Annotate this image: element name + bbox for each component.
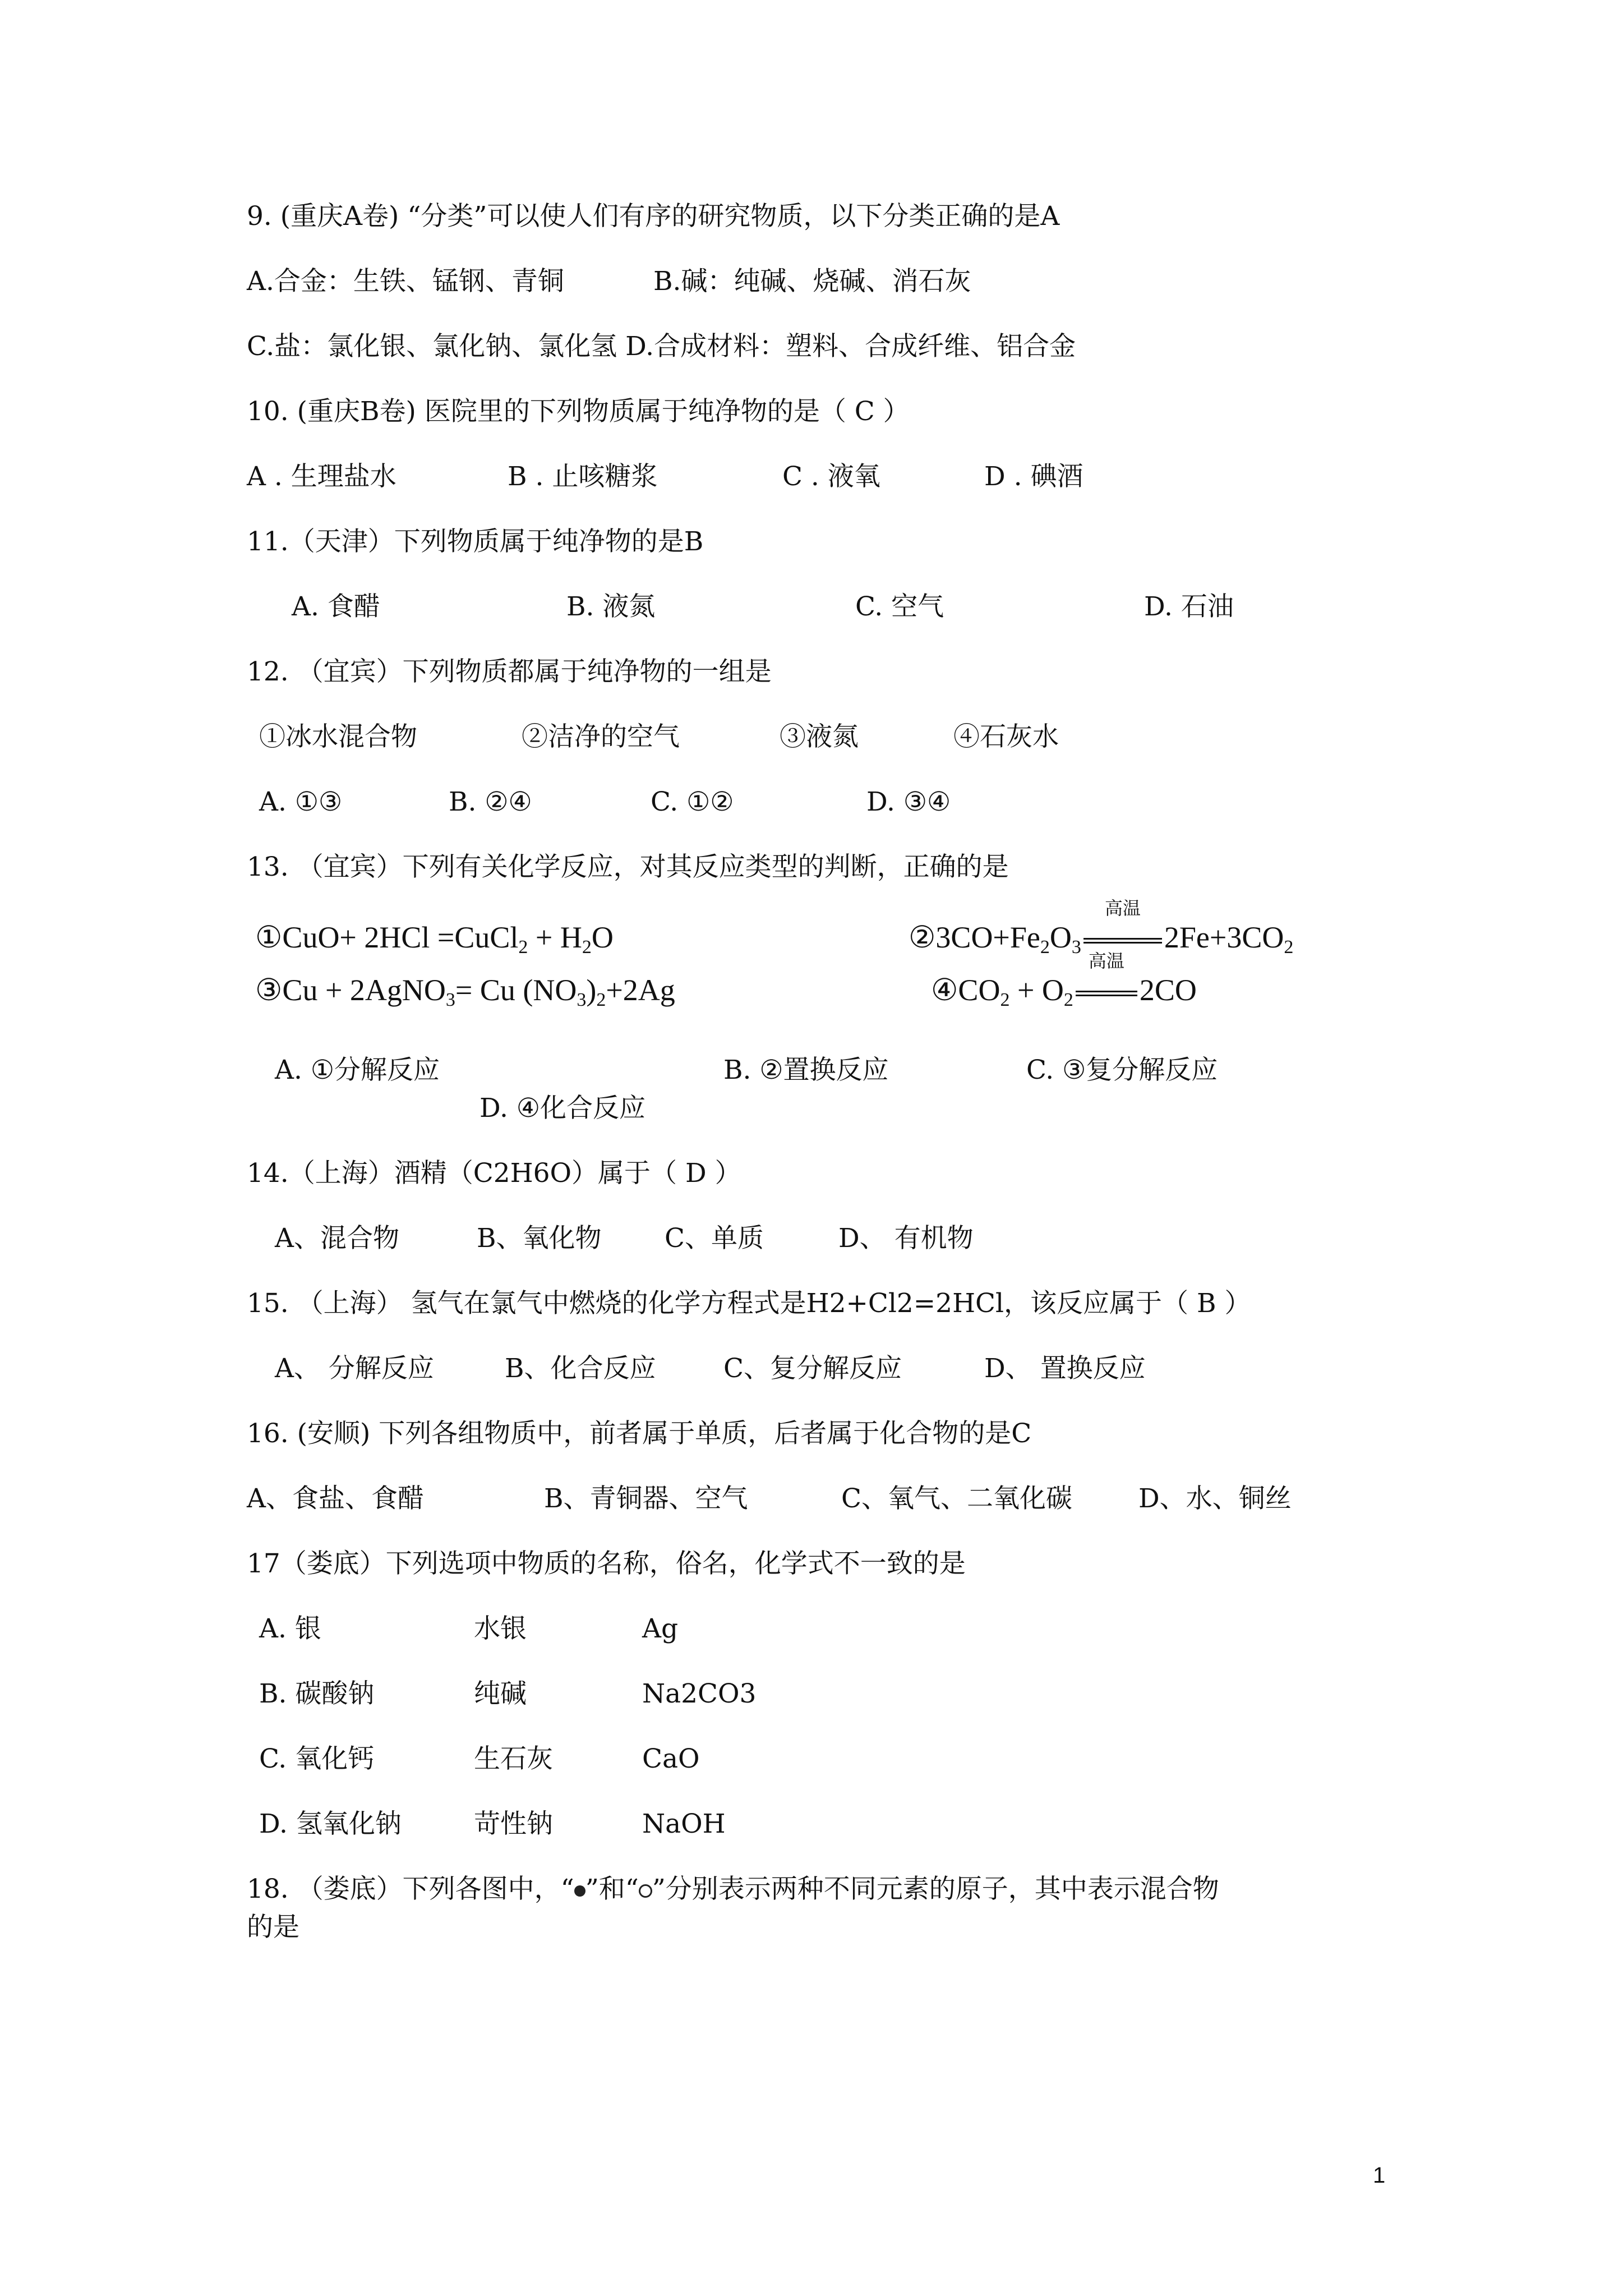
- filled-atom-icon: [574, 1885, 585, 1897]
- q15-option-b: B、化合反应: [505, 1353, 656, 1384]
- q9-option-b: B.碱：纯碱、烧碱、消石灰: [653, 266, 971, 297]
- q16-option-d: D、水、铜丝: [1138, 1483, 1292, 1514]
- q15-option-d: D、 置换反应: [984, 1353, 1146, 1384]
- q16-stem: 16. (安顺) 下列各组物质中，前者属于单质，后者属于化合物的是C: [247, 1418, 1032, 1449]
- q17-row-b-name: B. 碳酸钠: [259, 1678, 375, 1709]
- q12-option-c: C. ①②: [651, 786, 734, 817]
- q17-stem: 17（娄底）下列选项中物质的名称，俗名，化学式不一致的是: [247, 1548, 966, 1579]
- q9-option-a: A.合金：生铁、锰钢、青铜: [247, 266, 564, 297]
- q12-option-a: A. ①③: [259, 786, 343, 817]
- condition-high-temp: 高温: [1081, 918, 1164, 957]
- q17-row-d-formula: NaOH: [642, 1809, 726, 1839]
- q13-option-b: B. ②置换反应: [723, 1055, 889, 1085]
- q12-stem: 12. （宜宾）下列物质都属于纯净物的一组是: [247, 656, 772, 687]
- q14-option-b: B、氧化物: [477, 1223, 602, 1254]
- page-number: 1: [1373, 2163, 1386, 2188]
- q17-row-c-name: C. 氧化钙: [259, 1743, 375, 1774]
- q13-option-c: C. ③复分解反应: [1026, 1055, 1218, 1085]
- equation-4: $④CO_2 + O_2$ 高温 2CO: [931, 950, 1197, 1010]
- q16-option-a: A、食盐、食醋: [247, 1483, 424, 1514]
- q13-stem: 13. （宜宾）下列有关化学反应，对其反应类型的判断，正确的是: [247, 852, 1009, 882]
- q17-row-c-common: 生石灰: [474, 1743, 553, 1774]
- q16-option-c: C、氧气、二氧化碳: [841, 1483, 1072, 1514]
- q14-option-c: C、单质: [665, 1223, 764, 1254]
- q10-option-c: C . 液氧: [782, 461, 880, 492]
- q11-option-b: B. 液氮: [566, 591, 656, 622]
- q13-option-a: A. ①分解反应: [275, 1055, 440, 1085]
- q9-stem: 9. (重庆A卷) “分类”可以使人们有序的研究物质，以下分类正确的是A: [247, 201, 1060, 232]
- q15-stem: 15. （上海） 氢气在氯气中燃烧的化学方程式是H2+Cl2=2HCl，该反应属于（ B ）: [247, 1288, 1251, 1319]
- q13-option-d: D. ④化合反应: [479, 1093, 646, 1124]
- q11-option-a: A. 食醋: [292, 591, 380, 622]
- q17-row-b-formula: Na2CO3: [642, 1678, 757, 1709]
- q12-item-4: ④石灰水: [953, 721, 1059, 752]
- q11-option-d: D. 石油: [1144, 591, 1234, 622]
- equation-3: ③Cu + 2AgNO$_3$= Cu $(NO_3)_2+2Ag$: [255, 973, 675, 1010]
- q11-option-c: C. 空气: [855, 591, 944, 622]
- hollow-atom-icon: [639, 1884, 652, 1898]
- q10-stem: 10. (重庆B卷) 医院里的下列物质属于纯净物的是（ C ）: [247, 396, 910, 427]
- q18-stem-line2: 的是: [247, 1912, 299, 1943]
- q18-stem: 18. （娄底）下列各图中，“ ”和“ ”分别表示两种不同元素的原子，其中表示混合物: [247, 1874, 1219, 1904]
- q17-row-a-name: A. 银: [259, 1613, 321, 1644]
- equation-2: $②3CO+Fe_2O_3$ 高温 $2Fe+3CO_2$: [909, 898, 1294, 958]
- q17-row-a-common: 水银: [474, 1613, 527, 1644]
- q17-row-b-common: 纯碱: [474, 1678, 527, 1709]
- q14-option-a: A、混合物: [275, 1223, 399, 1254]
- q15-option-a: A、 分解反应: [275, 1353, 434, 1384]
- q10-option-b: B . 止咳糖浆: [508, 461, 658, 492]
- q10-option-d: D . 碘酒: [984, 461, 1083, 492]
- q10-option-a: A . 生理盐水: [247, 461, 396, 492]
- equation-1-label: ①: [255, 921, 283, 954]
- q17-row-c-formula: CaO: [642, 1743, 700, 1774]
- equation-4-label: ④: [931, 973, 958, 1007]
- q11-stem: 11.（天津）下列物质属于纯净物的是B: [247, 526, 704, 557]
- q14-stem: 14.（上海）酒精（C2H6O）属于（ D ）: [247, 1158, 741, 1189]
- q12-option-b: B. ②④: [449, 786, 532, 817]
- q14-option-d: D、 有机物: [838, 1223, 974, 1254]
- q17-row-d-common: 苛性钠: [474, 1809, 553, 1839]
- q16-option-b: B、青铜器、空气: [544, 1483, 748, 1514]
- equation-2-label: ②: [909, 921, 936, 954]
- q12-item-3: ③液氮: [780, 721, 859, 752]
- q12-option-d: D. ③④: [866, 786, 951, 817]
- condition-high-temp-2: 高温: [1073, 970, 1140, 1010]
- q15-option-c: C、复分解反应: [723, 1353, 902, 1384]
- equation-3-label: ③: [255, 973, 283, 1007]
- q12-item-1: ①冰水混合物: [259, 721, 417, 752]
- q17-row-a-formula: Ag: [642, 1613, 679, 1644]
- equation-1: ①CuO+ 2HCl =CuCl$_2$ + $H_2O$: [255, 921, 614, 958]
- q9-option-cd: C.盐：氯化银、氯化钠、氯化氢 D.合成材料：塑料、合成纤维、铝合金: [247, 331, 1076, 362]
- q17-row-d-name: D. 氢氧化钠: [259, 1809, 402, 1839]
- q12-item-2: ②洁净的空气: [522, 721, 680, 752]
